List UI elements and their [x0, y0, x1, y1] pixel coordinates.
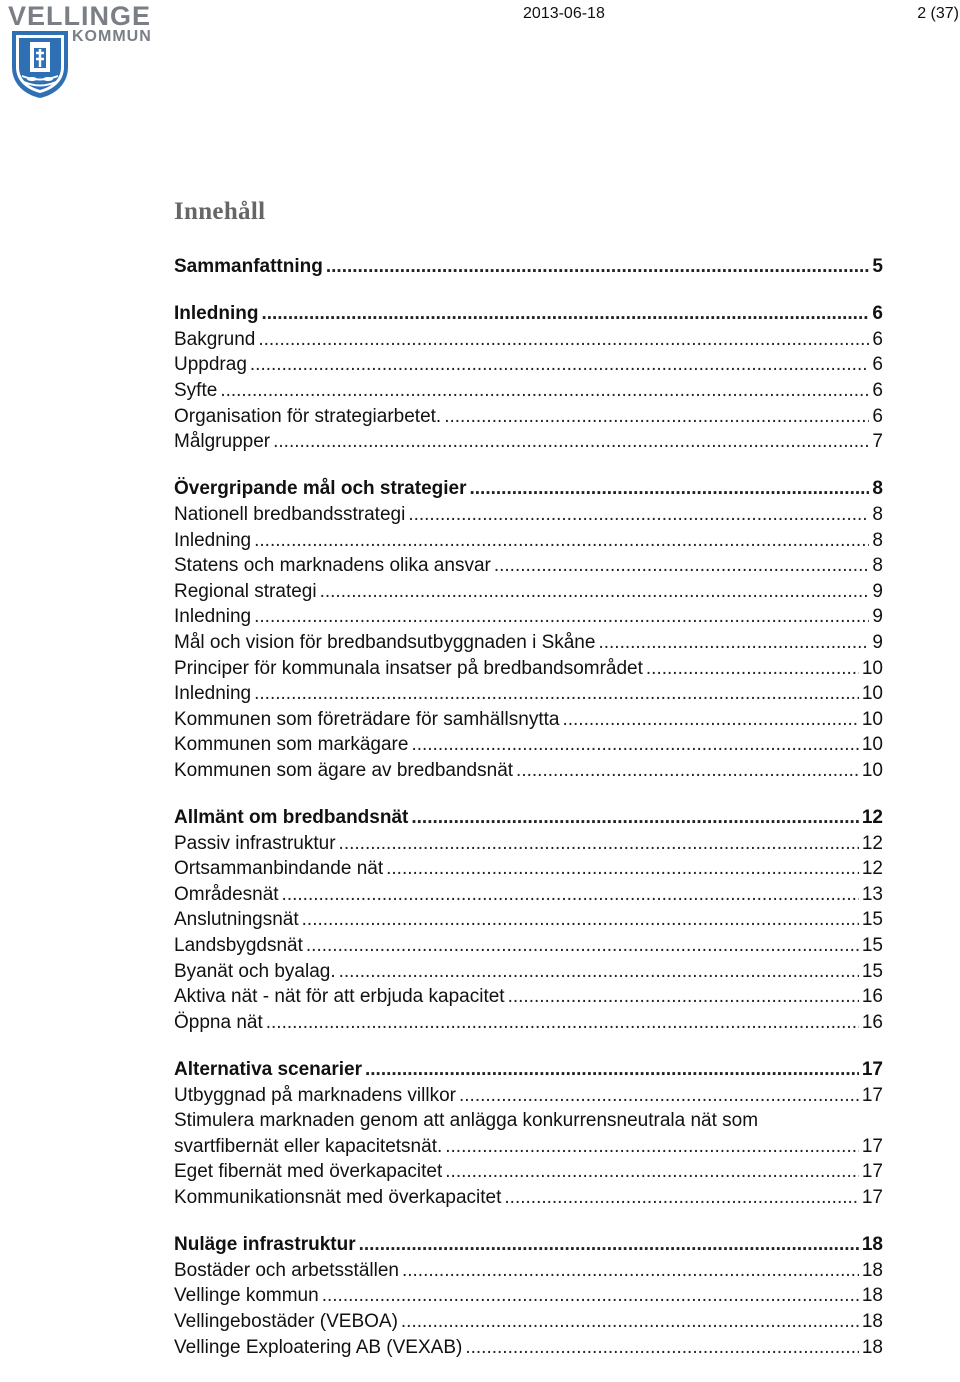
toc-page-number: 10: [861, 734, 883, 756]
toc-dot-leader: [411, 805, 859, 831]
toc-section: [174, 1232, 883, 1360]
toc-entry[interactable]: [174, 528, 883, 554]
toc-page-number: 10: [861, 759, 883, 781]
toc-entry-label: Aktiva nät - nät för att erbjuda kapacitet: [174, 986, 505, 1008]
toc-entry-label: Principer för kommunala insatser på bredbandsområdet: [174, 657, 643, 679]
toc-title: Innehåll: [174, 198, 266, 225]
toc-dot-leader: [562, 707, 858, 733]
toc-entry[interactable]: [174, 630, 883, 656]
toc-dot-leader: [258, 327, 869, 353]
toc-dot-leader: [504, 1185, 858, 1211]
toc-page-number: 18: [861, 1234, 883, 1256]
toc-entry[interactable]: [174, 907, 883, 933]
toc-entry[interactable]: [174, 1309, 883, 1335]
toc-dot-leader: [302, 907, 859, 933]
toc-dot-leader: [220, 378, 869, 404]
toc-entry-label: Stimulera marknaden genom att anlägga konkurrensneutrala nät som: [174, 1110, 759, 1132]
toc-heading-entry[interactable]: [174, 1057, 883, 1083]
toc-entry[interactable]: [174, 1159, 883, 1185]
toc-page-number: 16: [861, 986, 883, 1008]
toc-dot-leader: [516, 758, 859, 784]
toc-section: [174, 1057, 883, 1211]
toc-entry-label: Inledning: [174, 683, 252, 705]
toc-page-number: 8: [872, 503, 883, 525]
toc-entry-label: Områdesnät: [174, 883, 279, 905]
toc-page-number: 17: [861, 1135, 883, 1157]
toc-dot-leader: [254, 604, 869, 630]
toc-entry[interactable]: [174, 1134, 883, 1160]
toc-entry-label: Mål och vision för bredbandsutbyggnaden i Skåne: [174, 631, 596, 653]
toc-dot-leader: [508, 984, 859, 1010]
toc-entry[interactable]: [174, 404, 883, 430]
toc-entry-label: Nuläge infrastruktur: [174, 1234, 356, 1256]
toc-page-number: 18: [861, 1310, 883, 1332]
toc-dot-leader: [411, 732, 858, 758]
toc-entry-label: Alternativa scenarier: [174, 1059, 362, 1080]
toc-entry-label: Allmänt om bredbandsnät: [174, 807, 409, 829]
toc-entry[interactable]: [174, 831, 883, 857]
toc-dot-leader: [598, 630, 869, 656]
toc-dot-leader: [444, 404, 869, 430]
toc-entry[interactable]: [174, 579, 883, 605]
toc-entry-label: Vellingebostäder (VEBOA): [174, 1310, 398, 1332]
toc-entry[interactable]: [174, 856, 883, 882]
toc-dot-leader: [470, 476, 870, 502]
toc-dot-leader: [261, 301, 869, 327]
toc-heading-entry[interactable]: [174, 301, 883, 327]
toc-page-number: 17: [861, 1161, 883, 1183]
toc-entry-label: Anslutningsnät: [174, 909, 299, 931]
toc-entry[interactable]: [174, 1258, 883, 1284]
table-of-contents: [174, 254, 883, 1382]
toc-entry-label: Uppdrag: [174, 354, 247, 376]
toc-dot-leader: [339, 831, 859, 857]
page-indicator: 2 (37): [917, 5, 959, 22]
toc-entry-label: Vellinge Exploatering AB (VEXAB): [174, 1336, 463, 1358]
toc-dot-leader: [266, 1010, 859, 1036]
toc-page-number: 12: [861, 832, 883, 854]
toc-entry[interactable]: [174, 933, 883, 959]
toc-entry-label: Byanät och byalag.: [174, 960, 336, 982]
toc-entry[interactable]: [174, 429, 883, 455]
toc-heading-entry[interactable]: [174, 805, 883, 831]
toc-page-number: 17: [861, 1186, 883, 1208]
toc-dot-leader: [322, 1283, 859, 1309]
toc-entry-label: Målgrupper: [174, 431, 271, 453]
toc-entry[interactable]: [174, 681, 883, 707]
toc-entry[interactable]: [174, 502, 883, 528]
toc-section: [174, 301, 883, 455]
toc-page-number: 15: [861, 909, 883, 931]
toc-entry-label: Syfte: [174, 379, 218, 401]
toc-dot-leader: [494, 553, 870, 579]
toc-entry[interactable]: [174, 959, 883, 985]
toc-dot-leader: [250, 352, 870, 378]
toc-page-number: 6: [872, 379, 883, 401]
toc-entry-label: Organisation för strategiarbetet.: [174, 405, 442, 427]
toc-dot-leader: [326, 254, 870, 280]
toc-entry[interactable]: [174, 1283, 883, 1309]
toc-entry[interactable]: [174, 1335, 883, 1361]
toc-entry[interactable]: [174, 707, 883, 733]
toc-page-number: 6: [872, 354, 883, 376]
toc-entry-label: Passiv infrastruktur: [174, 832, 336, 854]
toc-page-number: 15: [861, 960, 883, 982]
toc-dot-leader: [386, 856, 859, 882]
toc-entry-label: Sammanfattning: [174, 256, 323, 277]
toc-dot-leader: [459, 1083, 859, 1109]
coat-of-arms-icon: [10, 29, 70, 99]
toc-heading-entry[interactable]: [174, 254, 883, 280]
toc-dot-leader: [359, 1232, 859, 1258]
toc-entry[interactable]: [174, 732, 883, 758]
toc-entry-label: Bostäder och arbetsställen: [174, 1259, 399, 1281]
toc-entry[interactable]: [174, 378, 883, 404]
toc-entry[interactable]: [174, 327, 883, 353]
toc-page-number: 12: [861, 858, 883, 880]
toc-page-number: 17: [861, 1084, 883, 1106]
toc-entry-label: Kommunen som ägare av bredbandsnät: [174, 759, 514, 781]
toc-entry[interactable]: [174, 758, 883, 784]
toc-page-number: 6: [872, 328, 883, 350]
toc-dot-leader: [401, 1309, 859, 1335]
toc-page-number: 6: [872, 405, 883, 427]
toc-section: [174, 476, 883, 783]
toc-page-number: 8: [872, 529, 883, 551]
toc-heading-entry[interactable]: [174, 1232, 883, 1258]
toc-entry-label-line[interactable]: [174, 1108, 883, 1134]
toc-dot-leader: [465, 1335, 859, 1361]
toc-page-number: 16: [861, 1011, 883, 1033]
toc-entry[interactable]: [174, 604, 883, 630]
toc-dot-leader: [273, 429, 869, 455]
toc-page-number: 9: [872, 606, 883, 628]
toc-entry-label: Inledning: [174, 606, 252, 628]
toc-section: [174, 254, 883, 280]
toc-dot-leader: [365, 1057, 859, 1083]
toc-page-number: 18: [861, 1336, 883, 1358]
toc-entry-label: svartfibernät eller kapacitetsnät.: [174, 1135, 443, 1157]
toc-page-number: 6: [872, 303, 883, 325]
logo-wordmark: VELLINGE: [8, 1, 152, 31]
toc-dot-leader: [254, 528, 869, 554]
toc-entry-label: Inledning: [174, 529, 252, 551]
toc-entry-label: Statens och marknadens olika ansvar: [174, 555, 491, 577]
toc-page-number: 15: [861, 935, 883, 957]
toc-page-number: 13: [861, 883, 883, 905]
toc-page-number: 10: [861, 657, 883, 679]
toc-page-number: 8: [872, 555, 883, 577]
logo-subtitle: KOMMUN: [72, 28, 152, 45]
toc-entry-label: Övergripande mål och strategier: [174, 478, 467, 500]
toc-entry-label: Öppna nät: [174, 1011, 263, 1033]
toc-section: [174, 805, 883, 1035]
toc-entry[interactable]: [174, 553, 883, 579]
toc-entry[interactable]: [174, 882, 883, 908]
vellinge-kommun-logo: [8, 2, 168, 100]
toc-entry[interactable]: [174, 1083, 883, 1109]
toc-entry-label: Kommunikationsnät med överkapacitet: [174, 1186, 502, 1208]
toc-entry-label: Ortsammanbindande nät: [174, 858, 384, 880]
toc-entry-label: Kommunen som markägare: [174, 734, 409, 756]
toc-dot-leader: [408, 502, 869, 528]
toc-entry[interactable]: [174, 984, 883, 1010]
toc-dot-leader: [282, 882, 859, 908]
toc-entry-label: Vellinge kommun: [174, 1285, 319, 1307]
toc-entry-label: Regional strategi: [174, 580, 317, 602]
toc-page-number: 18: [861, 1285, 883, 1307]
toc-page-number: 9: [872, 631, 883, 653]
toc-dot-leader: [445, 1134, 859, 1160]
toc-page-number: 7: [872, 431, 883, 453]
toc-entry-label: Kommunen som företrädare för samhällsnytta: [174, 708, 560, 730]
toc-page-number: 17: [861, 1059, 883, 1080]
toc-entry-label: Bakgrund: [174, 328, 256, 350]
toc-page-number: 10: [861, 683, 883, 705]
toc-page-number: 10: [861, 708, 883, 730]
toc-page-number: 8: [872, 478, 883, 500]
toc-dot-leader: [445, 1159, 859, 1185]
toc-page-number: 12: [861, 807, 883, 829]
toc-page-number: 18: [861, 1259, 883, 1281]
toc-dot-leader: [402, 1258, 859, 1284]
toc-entry[interactable]: [174, 656, 883, 682]
toc-dot-leader: [339, 959, 859, 985]
toc-entry[interactable]: [174, 352, 883, 378]
toc-entry-label: Nationell bredbandsstrategi: [174, 503, 406, 525]
toc-entry-label: Inledning: [174, 303, 259, 325]
toc-entry[interactable]: [174, 1010, 883, 1036]
toc-entry-label: Landsbygdsnät: [174, 935, 303, 957]
toc-heading-entry[interactable]: [174, 476, 883, 502]
toc-dot-leader: [320, 579, 870, 605]
toc-entry-label: Eget fibernät med överkapacitet: [174, 1161, 443, 1183]
toc-page-number: 9: [872, 580, 883, 602]
toc-page-number: 5: [872, 256, 883, 277]
toc-entry-label: Utbyggnad på marknadens villkor: [174, 1084, 456, 1106]
document-date: 2013-06-18: [523, 5, 605, 22]
toc-dot-leader: [254, 681, 859, 707]
toc-dot-leader: [306, 933, 859, 959]
toc-dot-leader: [646, 656, 859, 682]
toc-entry[interactable]: [174, 1185, 883, 1211]
